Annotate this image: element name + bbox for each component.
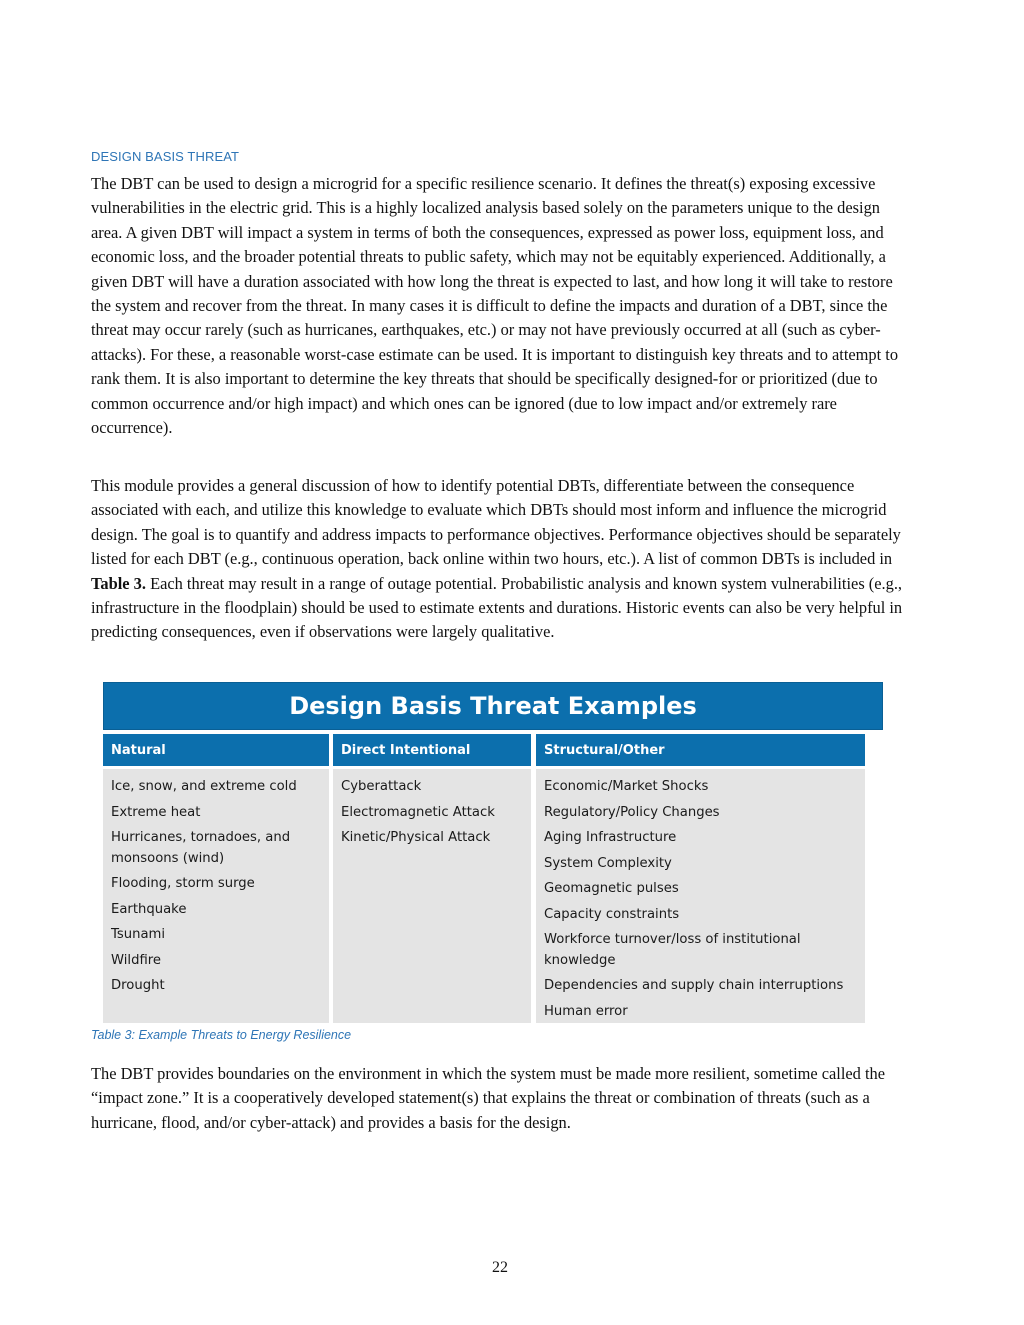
list-item: Kinetic/Physical Attack bbox=[341, 830, 491, 845]
paragraph-dbt-definition: The DBT can be used to design a microgrid for a specific resilience scenario. It defines the threat(s) exposing excessive vulnerabilities in the electric grid. This is a highly localized analysis based solely on the parameters unique to the design area. A given DBT will impact a system in terms of both the consequences, expressed as power loss, equipment loss, and economic loss, and the broader potential threats to public safety, which may not be equitably experienced. Additionally, a given DBT will have a duration associated with how long the threat is expected to last, and how long it will take to restore the system and recover from the threat. In many cases it is difficult to define the impacts and duration of a DBT, since the threat may occur rarely (such as hurricanes, earthquakes, etc.) or may not have previously occurred at all (such as cyber-attacks). For these, a reasonable worst-case estimate can be used. It is important to distinguish key threats and to attempt to rank them. It is also important to determine the key threats that should be specifically designed-for or prioritized (due to common occurrence and/or high impact) and which ones can be ignored (due to low impact and/or extremely rare occurrence). bbox=[91, 174, 899, 438]
list-item: Regulatory/Policy Changes bbox=[544, 804, 720, 820]
paragraph-text: Each threat may result in a range of outage potential. Probabilistic analysis and known system vulnerabilities (e.g., infrastructure in the floodplain) should be used to estimate extents and durations. Historic events can also be very helpful in predicting consequences, even if observations were largely qualitative. bbox=[91, 573, 903, 642]
list-item: Ice, snow, and extreme cold bbox=[111, 779, 297, 794]
column-header-natural: Natural bbox=[103, 734, 329, 766]
list-item: Human error bbox=[544, 1003, 628, 1019]
table-reference: Table 3. bbox=[91, 573, 146, 593]
table-caption: Table 3: Example Threats to Energy Resilience bbox=[91, 1028, 352, 1042]
column-header-structural-other: Structural/Other bbox=[536, 734, 865, 766]
section-heading: DESIGN BASIS THREAT bbox=[91, 149, 240, 164]
list-item: Cyberattack bbox=[341, 779, 422, 794]
paragraph-module-overview bbox=[91, 474, 903, 645]
list-item: Wildfire bbox=[111, 952, 161, 968]
paragraph-text: This module provides a general discussion of how to identify potential DBTs, differentiate between the consequence associated with each, and utilize this knowledge to evaluate which DBTs should most inform and influence the microgrid design. The goal is to quantify and address impacts to performance objectives. Performance objectives should be separately listed for each DBT (e.g., continuous operation, back online within two hours, etc.). A list of common DBTs is included in bbox=[91, 476, 901, 569]
threat-list bbox=[111, 777, 321, 997]
threat-examples-table bbox=[103, 682, 883, 1023]
list-item: Flooding, storm surge bbox=[111, 876, 255, 891]
threat-list bbox=[341, 777, 523, 849]
table-title: Design Basis Threat Examples bbox=[103, 682, 883, 730]
column-direct-intentional bbox=[333, 769, 531, 1023]
list-item: Earthquake bbox=[111, 901, 187, 917]
table-header-row bbox=[103, 734, 883, 766]
list-item: Extreme heat bbox=[111, 804, 201, 820]
list-item: Geomagnetic pulses bbox=[544, 881, 679, 896]
list-item: System Complexity bbox=[544, 855, 672, 871]
table-body-row bbox=[103, 769, 883, 1023]
column-structural-other bbox=[536, 769, 865, 1023]
list-item: Workforce turnover/loss of institutional knowledge bbox=[544, 932, 801, 968]
list-item: Drought bbox=[111, 978, 165, 993]
paragraph-impact-zone: The DBT provides boundaries on the environment in which the system must be made more resilient, sometime called the “impact zone.” It is a cooperatively developed statement(s) that explains the threat or combination of threats (such as a hurricane, flood, and/or cyber-attack) and provides a basis for the design. bbox=[91, 1064, 886, 1132]
list-item: Tsunami bbox=[111, 927, 166, 942]
list-item: Aging Infrastructure bbox=[544, 830, 677, 845]
list-item: Dependencies and supply chain interruptions bbox=[544, 978, 844, 993]
page-number: 22 bbox=[492, 1259, 508, 1276]
list-item: Electromagnetic Attack bbox=[341, 804, 495, 820]
threat-list bbox=[544, 777, 857, 1022]
list-item: Economic/Market Shocks bbox=[544, 779, 709, 794]
column-header-direct-intentional: Direct Intentional bbox=[333, 734, 531, 766]
column-natural bbox=[103, 769, 329, 1023]
list-item: Hurricanes, tornadoes, and monsoons (wind) bbox=[111, 830, 291, 866]
list-item: Capacity constraints bbox=[544, 906, 680, 922]
